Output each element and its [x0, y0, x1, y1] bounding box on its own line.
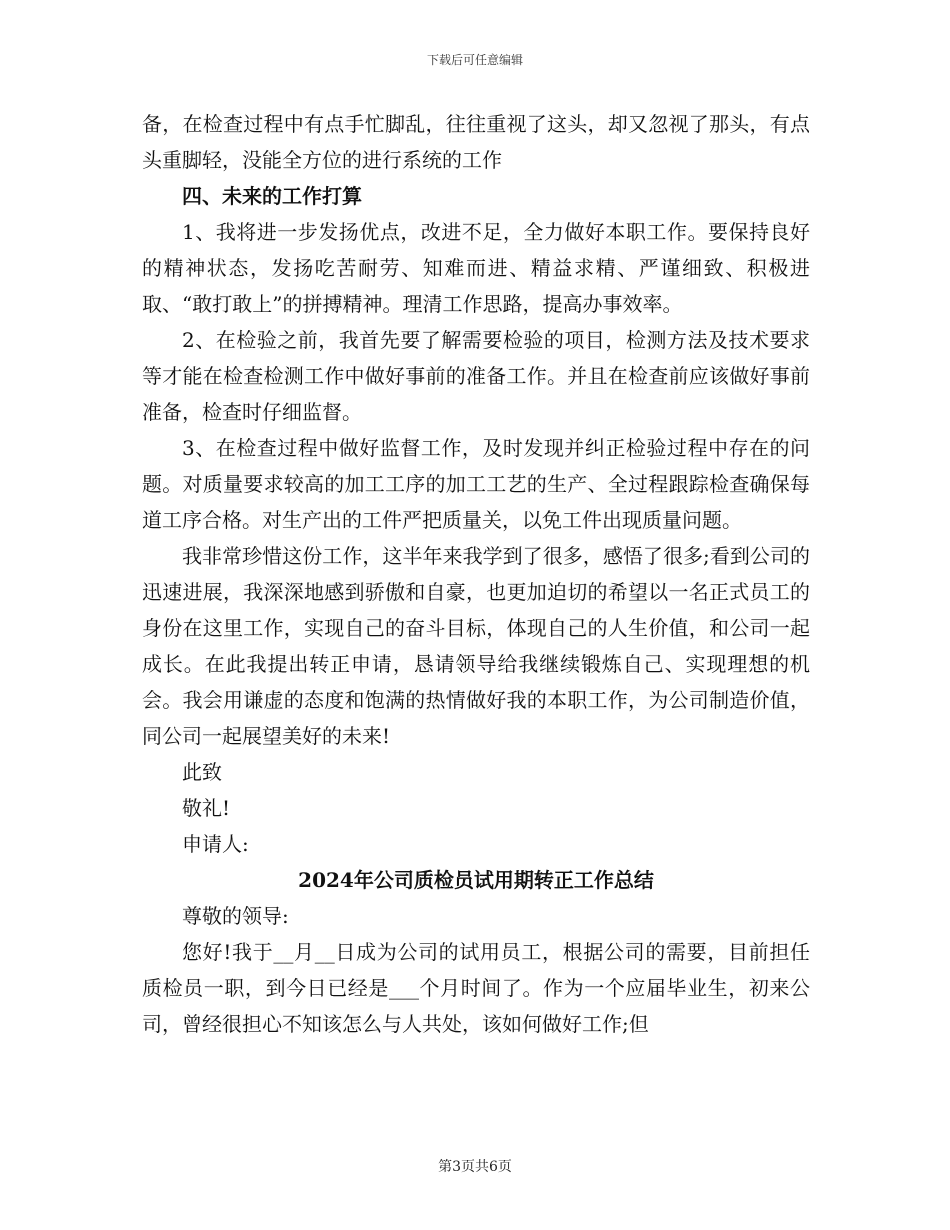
paragraph-continuation: 备，在检查过程中有点手忙脚乱，往往重视了这头，却又忽视了那头，有点头重脚轻，没能全方位的进行系统的工作 — [142, 112, 810, 172]
page-number: 第3页共6页 — [438, 1159, 512, 1175]
document-body — [142, 106, 810, 1042]
closing-paragraph: 我非常珍惜这份工作，这半年来我学到了很多，感悟了很多;看到公司的迅速进展，我深深地感到骄傲和自豪，也更加迫切的希望以一名正式员工的身份在这里工作，实现自己的奋斗目标，体现自己的人生价值，和公司一起成长。在此我提出转正申请，恳请领导给我继续锻炼自己、实现理想的机会。我会用谦虚的态度和饱满的热情做好我的本职工作，为公司制造价值，同公司一起展望美好的未来! — [142, 544, 810, 748]
page-header-note: 下载后可任意编辑 — [426, 53, 523, 67]
applicant-label: 申请人: — [182, 832, 249, 856]
plan-item-2: 2、在检验之前，我首先要了解需要检验的项目，检测方法及技术要求等才能在检查检测工作中做好事前的准备工作。并且在检查前应该做好事前准备，检查时仔细监督。 — [142, 328, 810, 424]
closing-jingli: 敬礼! — [182, 796, 231, 820]
opening-paragraph: 您好!我于__月__日成为公司的试用员工，根据公司的需要，目前担任质检员一职，到今日已经是___个月时间了。作为一个应届毕业生，初来公司，曾经很担心不知该怎么与人共处，该如何做好工作;但 — [142, 940, 810, 1036]
salutation: 尊敬的领导: — [182, 904, 289, 928]
plan-item-1: 1、我将进一步发扬优点，改进不足，全力做好本职工作。要保持良好的精神状态，发扬吃苦耐劳、知难而进、精益求精、严谨细致、积极进取、“敢打敢上”的拼搏精神。理清工作思路，提高办事效率。 — [142, 220, 810, 316]
document-title: 2024年公司质检员试用期转正工作总结 — [298, 868, 654, 892]
plan-item-3: 3、在检查过程中做好监督工作，及时发现并纠正检验过程中存在的问题。对质量要求较高的加工工序的加工工艺的生产、全过程跟踪检查确保每道工序合格。对生产出的工件严把质量关，以免工件出现质量问题。 — [142, 436, 810, 532]
closing-cizhi: 此致 — [182, 760, 222, 784]
section-heading-future-plans: 四、未来的工作打算 — [182, 184, 362, 208]
